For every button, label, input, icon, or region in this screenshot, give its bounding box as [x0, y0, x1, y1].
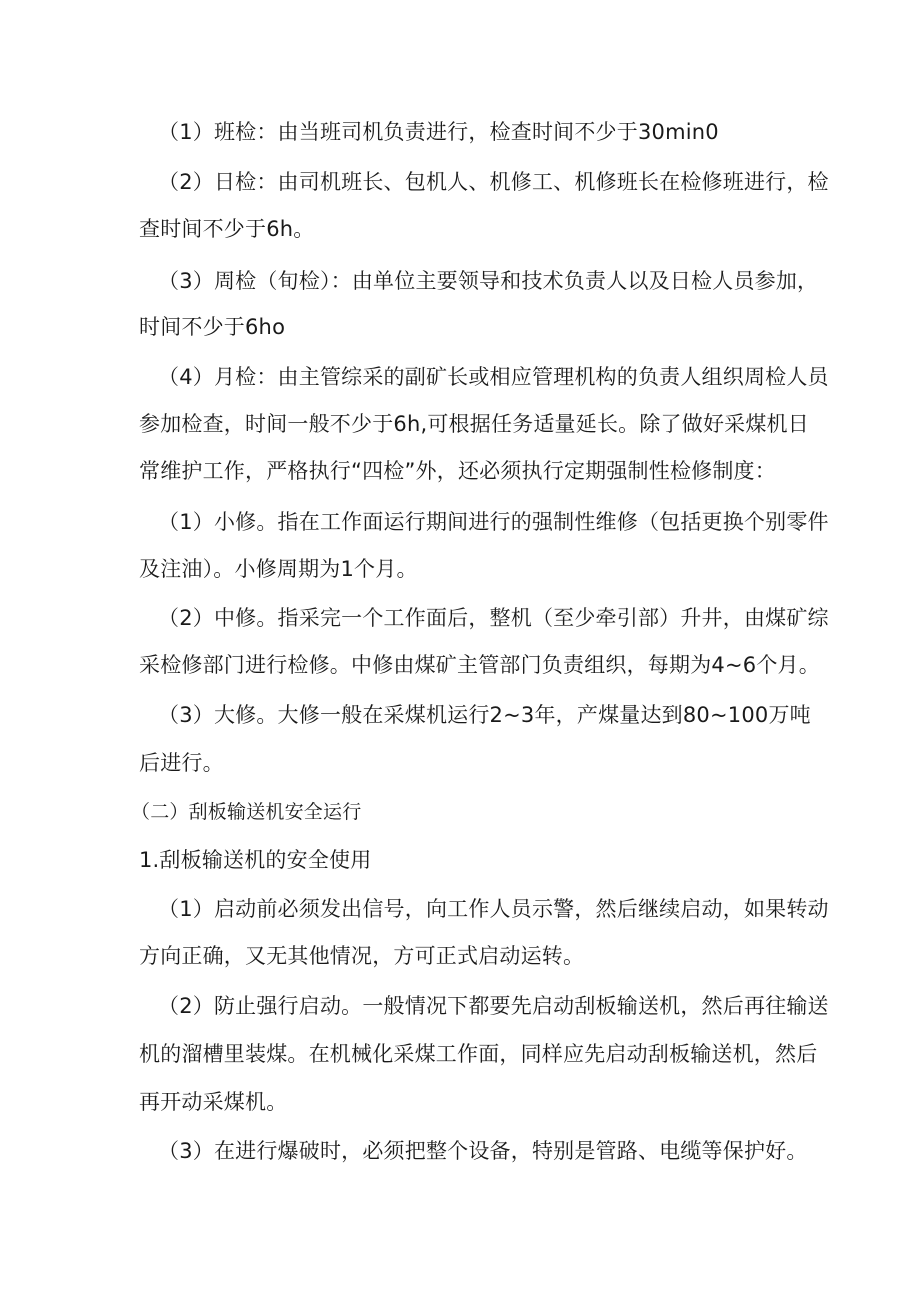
text-line: 方向正确，又无其他情况，方可正式启动运转。 [139, 944, 585, 968]
text-line: （1）小修。指在工作面运行期间进行的强制性维修（包括更换个别零件 [158, 510, 829, 534]
text-line: 查时间不少于6h。 [139, 217, 315, 241]
section-heading: （二）刮板输送机安全运行 [131, 801, 362, 823]
text-line: 及注油）。小修周期为1个月。 [139, 557, 418, 581]
text-line: （2）日检：由司机班长、包机人、机修工、机修班长在检修班进行，检 [158, 170, 829, 194]
text-line: （1）启动前必须发出信号，向工作人员示警，然后继续启动，如果转动 [158, 897, 829, 921]
text-line: 后进行。 [139, 751, 224, 775]
text-line: （2）防止强行启动。一般情况下都要先启动刮板输送机，然后再往输送 [158, 994, 829, 1018]
text-line: 采检修部门进行检修。中修由煤矿主管部门负责组织，每期为4~6个月。 [139, 653, 820, 677]
text-line: 时间不少于6ho [139, 315, 286, 339]
text-line: 参加检查，时间一般不少于6h,可根据任务适量延长。除了做好采煤机日 [139, 412, 809, 436]
text-line: 机的溜槽里装煤。在机械化采煤工作面，同样应先启动刮板输送机，然后 [139, 1042, 818, 1066]
text-line: （1）班检：由当班司机负责进行，检查时间不少于30min0 [158, 120, 719, 144]
text-line: （2）中修。指采完一个工作面后，整机（至少牵引部）升井，由煤矿综 [158, 606, 829, 630]
text-line: 常维护工作，严格执行“四检”外，还必须执行定期强制性检修制度： [139, 459, 776, 483]
text-line: 再开动采煤机。 [139, 1090, 288, 1114]
text-line: （3）在进行爆破时，必须把整个设备，特别是管路、电缆等保护好。 [158, 1139, 808, 1163]
text-line: （4）月检：由主管综采的副矿长或相应管理机构的负责人组织周检人员 [158, 365, 829, 389]
text-line: （3）大修。大修一般在采煤机运行2~3年，产煤量达到80~100万吨 [158, 703, 811, 727]
subsection-heading: 1.刮板输送机的安全使用 [139, 848, 372, 872]
text-line: （3）周检（旬检）：由单位主要领导和技术负责人以及日检人员参加， [158, 269, 819, 293]
